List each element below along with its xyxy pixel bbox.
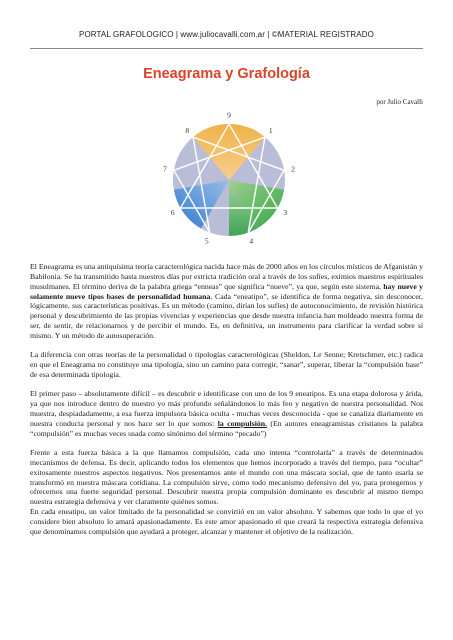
enneagram-number-3: 3 [283, 208, 288, 218]
enneagram-number-8: 8 [185, 125, 190, 135]
emphasis-text: la compulsión. [217, 418, 267, 428]
paragraph-text: El Eneagrama es una antiquísima teoría caracterológica nacida hace más de 2000 años en los círculos místicos de Afganistán y Babilonia. Se ha transmitido hasta nuestros días por estricta tradición oral a través de los sufíes, eximios maestros espirituales musulmanes. El término deriva de la palabra griega “enneas” que significa “nueve”, ya que, según este sistema, [30, 262, 423, 291]
paragraph-text: (En autores eneagramistas cristianos la palabra “compulsión” es muchas veces usada como sinónimo del término “pecado”) [30, 418, 423, 438]
article-body [30, 262, 423, 546]
paragraph-text: En cada eneatipo, un valor limitado de la personalidad se convirtió en un valor absoluto. Y sabemos que todo lo que el yo considere bien absoluto lo amará apasionadamente. Es este amor apasionado el que creará la respectiva estrategia defensiva que denominamos compulsión que ayudará a proteger, alcanzar y mantener el objetivo de la realización. [30, 507, 423, 536]
page-header: PORTAL GRAFOLOGICO | www.juliocavalli.com.ar | ©MATERIAL REGISTRADO [79, 30, 374, 39]
enneagram-number-7: 7 [163, 164, 167, 174]
enneagram-number-2: 2 [291, 164, 295, 174]
paragraph-text: La diferencia con otras teorías de la personalidad o tipologías caracterológicas (Sheldon, Le Senne; Kretschmer, etc.) radica en que el Eneagrama no constituye una tipología, sino un camino para corregir, “sanar”, superar, liberar la “compulsión base” de esa determinada tipología. [30, 350, 423, 379]
enneagram-number-9: 9 [227, 110, 231, 120]
paragraph-p5 [30, 507, 423, 537]
enneagram-number-6: 6 [170, 208, 175, 218]
emphasis-text: hay nueve y solamente nueve tipos bases de personalidad humana [30, 281, 423, 301]
paragraph-p2 [30, 350, 423, 380]
paragraph-p3 [30, 389, 423, 438]
paragraph-text: El primer paso – absolutamente difícil – es descubrir e identificase con uno de los 9 eneatipos. Es una etapa dolorosa y árida, ya que nos introduce dentro de nuestro yo más profundo señalándonos lo más feo y negativo de nuestra personalidad. Nos muestra, despiadadamente, a esa fuerza impulsora básica oculta - muchas veces desconocida - que se canaliza diariamente en nuestra conducta personal y nos hace ser lo que somos: [30, 389, 423, 428]
enneagram-number-1: 1 [268, 125, 273, 135]
enneagram-number-5: 5 [204, 236, 209, 246]
author-byline: por Julio Cavalli [376, 98, 423, 106]
page-title: Eneagrama y Grafología [143, 66, 310, 82]
paragraph-text: Frente a esta fuerza básica a la que llamamos compulsión, cada uno intenta “controlarla” a través de determinados mecanismos de defensa. Es decir, aplicando todos los elementos que hemos incorporado a través del tiempo, para “ocultar” exitosamente nuestros aspectos negativos. Nos presentamos ante el mundo con una máscara social, que de tanto usarla se transformó en nuestra máscara cotidiana. La compulsión sirve, como todo mecanismo defensivo del yo, para protegernos y ofrecernos una fuerte seguridad personal. Descubrir nuestra propia compulsión dominante es descubrir al mismo tiempo nuestra estrategia defensiva y ver claramente quiénes somos. [30, 448, 423, 507]
header-divider [30, 48, 423, 49]
paragraph-p4 [30, 448, 423, 507]
enneagram-number-4: 4 [249, 236, 254, 246]
enneagram-figure [162, 108, 296, 252]
paragraph-p1 [30, 262, 423, 341]
paragraph-text: . Cada “eneatipo”, se identifica de forma negativa, sin desconocer, lógicamente, sus características positivas. Es un método (camino, dirían los sufíes) de autoconocimiento, de revisión histórica personal y descubrimiento de las propias vivencias y experiencias que desde nuestra infancia han moldeado nuestra forma de ser, de sentir, de relacionarnos y de percibir el mundo. Es, en definitiva, un instrumento para clarificar la verdad sobre sí mismo. Y un método de autosuperación. [30, 291, 423, 340]
